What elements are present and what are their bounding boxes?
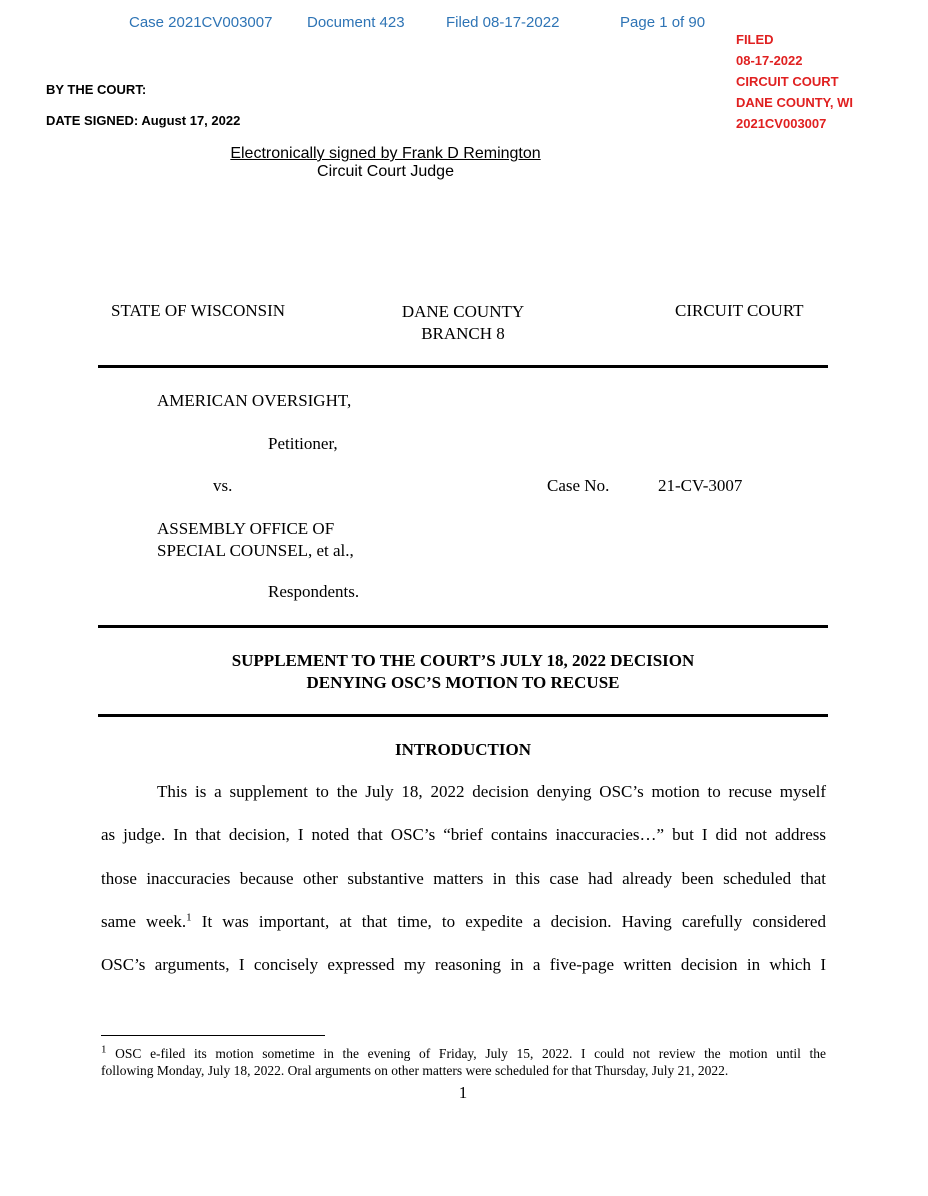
caption-top-rule — [98, 365, 828, 368]
signature-line: Electronically signed by Frank D Remington — [230, 145, 541, 162]
date-signed: DATE SIGNED: August 17, 2022 — [46, 113, 241, 128]
stamp-line: DANE COUNTY, WI — [736, 95, 853, 110]
respondent-line: SPECIAL COUNSEL, et al., — [157, 541, 354, 560]
footnote-line: following Monday, July 18, 2022. Oral arguments on other matters were scheduled for that Thursday, July 21, 2022. — [101, 1063, 729, 1078]
header-case-number: Case 2021CV003007 — [129, 14, 273, 31]
body-line: This is a supplement to the July 18, 2022 decision denying OSC’s motion to recuse myself — [157, 782, 826, 801]
body-line-segment: same week. — [101, 911, 187, 931]
electronic-signature — [220, 145, 551, 181]
case-no-value: 21-CV-3007 — [658, 476, 743, 495]
body-line: OSC’s arguments, I concisely expressed my reasoning in a five-page written decision in which I — [101, 955, 826, 975]
by-the-court-label: BY THE COURT: — [46, 82, 147, 97]
caption-bottom-rule — [98, 625, 828, 628]
stamp-line: CIRCUIT COURT — [736, 74, 839, 89]
case-no-label: Case No. — [547, 476, 610, 495]
petitioner-role: Petitioner, — [268, 434, 338, 453]
stamp-line: 08-17-2022 — [736, 53, 803, 68]
title-line: DENYING OSC’S MOTION TO RECUSE — [306, 673, 620, 692]
caption-county-name: DANE COUNTY — [401, 302, 525, 321]
stamp-line: 2021CV003007 — [736, 116, 827, 131]
title-bottom-rule — [98, 714, 828, 717]
page-number: 1 — [458, 1083, 468, 1102]
respondent-line: ASSEMBLY OFFICE OF — [157, 519, 335, 538]
header-filed-date: Filed 08-17-2022 — [446, 14, 560, 31]
footnote-line — [101, 1045, 826, 1062]
versus-label: vs. — [213, 476, 233, 495]
signature-title: Circuit Court Judge — [317, 163, 454, 180]
document-title — [98, 650, 828, 694]
caption-county — [363, 301, 563, 345]
stamp-line: FILED — [736, 32, 774, 47]
title-line: SUPPLEMENT TO THE COURT’S JULY 18, 2022 DECISION — [231, 651, 695, 670]
footnote — [101, 1045, 826, 1079]
section-heading: INTRODUCTION — [394, 740, 532, 759]
footnote-reference[interactable]: 1 — [186, 911, 192, 924]
footnote-text: OSC e-filed its motion sometime in the evening of Friday, July 15, 2022. I could not review the motion until the — [115, 1046, 827, 1061]
caption-court: CIRCUIT COURT — [675, 301, 804, 320]
respondent-name — [157, 518, 354, 562]
body-line-with-footnote — [101, 900, 826, 943]
footnote-rule — [101, 1035, 325, 1036]
body-line-segment: It was important, at that time, to expedite a decision. Having carefully considered — [201, 911, 826, 931]
header-document-number: Document 423 — [307, 14, 405, 31]
footnote-marker: 1 — [101, 1043, 107, 1056]
header-page-count: Page 1 of 90 — [620, 14, 706, 31]
petitioner-name: AMERICAN OVERSIGHT, — [157, 391, 352, 410]
respondent-role: Respondents. — [268, 582, 360, 601]
body-line: those inaccuracies because other substantive matters in this case had already been scheduled that — [101, 868, 826, 888]
caption-branch: BRANCH 8 — [421, 324, 505, 343]
body-line: as judge. In that decision, I noted that OSC’s “brief contains inaccuracies…” but I did not address — [101, 825, 826, 845]
filed-stamp — [736, 29, 853, 134]
body-paragraph — [101, 770, 826, 986]
caption-state: STATE OF WISCONSIN — [111, 301, 286, 320]
